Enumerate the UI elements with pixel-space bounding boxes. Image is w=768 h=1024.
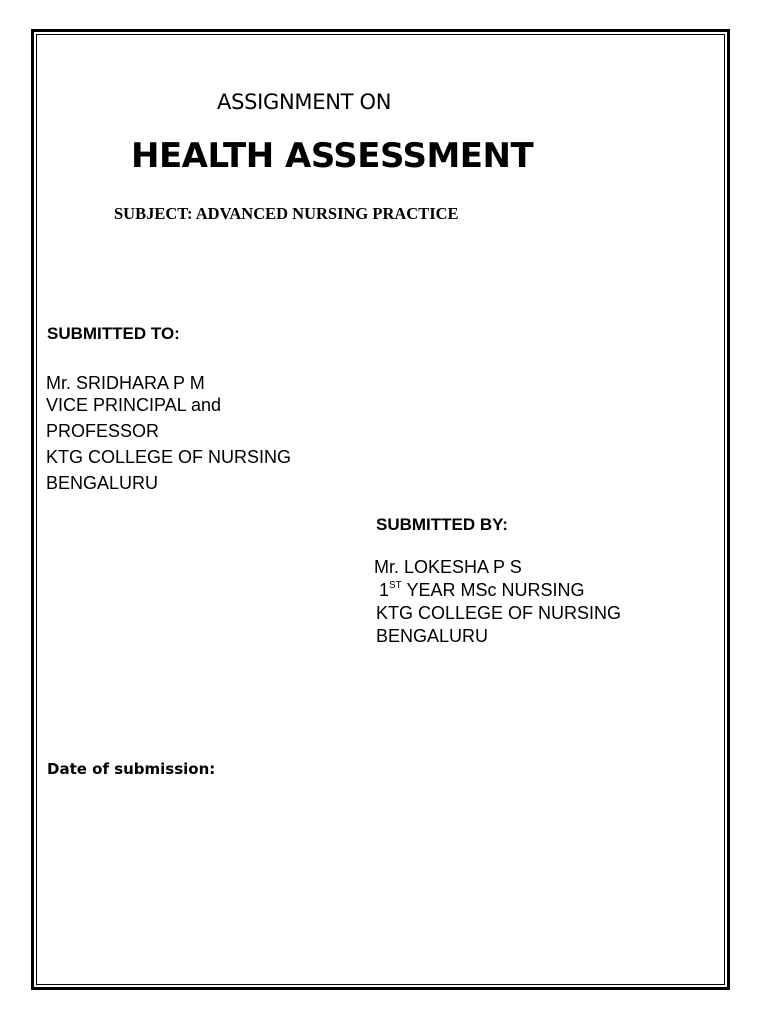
submitted-to-designation: VICE PRINCIPAL and [46, 395, 222, 415]
year-number: 1 [379, 580, 390, 600]
year-course: YEAR MSc NURSING [401, 580, 585, 600]
subject-line: SUBJECT: ADVANCED NURSING PRACTICE [114, 204, 459, 223]
submitted-to-title: PROFESSOR [46, 421, 160, 441]
submitted-by-college: KTG COLLEGE OF NURSING [376, 603, 622, 623]
submitted-by-label: SUBMITTED BY: [376, 515, 508, 534]
submitted-to-label: SUBMITTED TO: [47, 324, 180, 343]
submitted-to-college: KTG COLLEGE OF NURSING [46, 447, 292, 467]
date-of-submission-label: Date of submission: [47, 760, 216, 778]
submitted-to-block [46, 370, 291, 496]
submitted-by-block [374, 556, 621, 648]
title-health-assessment: HEALTH ASSESSMENT [131, 136, 534, 176]
submitted-by-name: Mr. LOKESHA P S [374, 557, 522, 577]
submitted-to-name: Mr. SRIDHARA P M [46, 373, 205, 393]
submitted-by-city: BENGALURU [376, 626, 489, 646]
submitted-to-city: BENGALURU [46, 473, 159, 493]
year-superscript: ST [389, 580, 402, 591]
submitted-by-year [374, 579, 621, 602]
title-assignment-on: ASSIGNMENT ON [217, 90, 392, 114]
